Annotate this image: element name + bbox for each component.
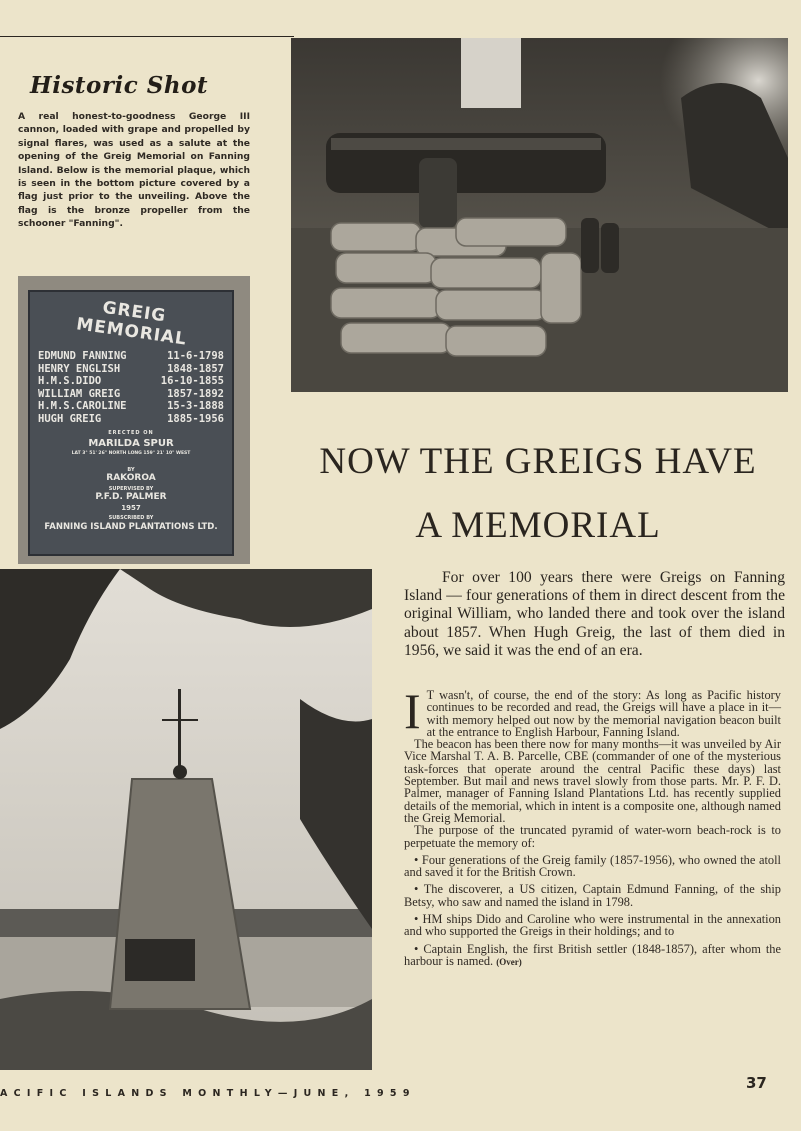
plaque-row-date: 1857-1892 — [167, 387, 224, 400]
page-number: 37 — [746, 1074, 767, 1092]
plaque-row-date: 16-10-1855 — [160, 375, 224, 387]
drop-cap: I — [404, 683, 421, 739]
plaque-supervisor: P.F.D. PALMER — [95, 492, 167, 502]
cannon-photo-image — [291, 38, 788, 392]
plaque-builder: RAKOROA — [106, 473, 156, 483]
plaque-row-name: HUGH GREIG — [38, 412, 102, 425]
beacon-photo-image — [0, 569, 372, 1070]
plaque-row-name: WILLIAM GREIG — [38, 387, 121, 400]
article-bullet: • Four generations of the Greig family (1857-1956), who owned the atoll and saved it for the British Crown. — [404, 852, 781, 880]
plaque-row-name: EDMUND FANNING — [38, 350, 127, 362]
running-footer: ACIFIC ISLANDS MONTHLY—JUNE, 1959 — [0, 1088, 416, 1099]
plaque-heading: GREIG MEMORIAL — [75, 297, 189, 350]
cannon-photo — [291, 38, 788, 392]
beacon-photo — [0, 569, 372, 1070]
plaque-row-date: 1885-1956 — [167, 412, 224, 425]
plaque-row-name: H.M.S.CAROLINE — [38, 400, 127, 412]
plaque-row — [38, 388, 224, 401]
plaque-row-date: 11-6-1798 — [167, 350, 224, 362]
plaque-row — [38, 400, 224, 413]
article-paragraph: The beacon has been there now for many months—it was unveiled by Air Vice Marshal T. A. B. Parcelle, CBE (commander of one of the mysterious task-forces that operate around the central Pacific these days) last September. But mail and news travel slowly from those parts. Mr. P. F. D. Palmer, manager of Fanning Island Plantations Ltd. has recently supplied details of the memorial, which in intent is a composite one, although named the Greig Memorial. — [404, 737, 781, 825]
plaque-site: MARILDA SPUR — [88, 438, 174, 449]
headline-line-1: NOW THE GREIGS HAVE — [319, 441, 757, 482]
plaque-rows — [38, 350, 224, 425]
article-bullet: • HM ships Dido and Caroline who were instrumental in the annexation and who supported the Greigs in their holdings; and to — [404, 912, 781, 939]
lead-text: T wasn't, of course, the end of the story: As long as Pacific history continues to be recorded and read, the Greigs will have a place in it—with memory helped out now by the memorial navigation beacon built at the entrance to English Harbour, Fanning Island. — [426, 688, 781, 739]
plaque-row — [38, 350, 224, 363]
plaque-subscriber: FANNING ISLAND PLANTATIONS LTD. — [44, 522, 218, 532]
article-body — [404, 683, 781, 968]
headline-line-2: A MEMORIAL — [415, 505, 661, 546]
article-bullet: • The discoverer, a US citizen, Captain Edmund Fanning, of the ship Betsy, who saw and named the island in 1798. — [404, 882, 781, 909]
article-bullet-text: • Captain English, the first British settler (1848-1857), after whom the harbour is named. — [404, 941, 781, 968]
plaque-supervised-by: SUPERVISED BY — [108, 486, 154, 492]
article-intro: For over 100 years there were Greigs on Fanning Island — four generations of them in direct descent from the original William, who landed there and took over the island about 1857. When Hugh Greig, the last of them died in 1956, we said it was the end of an era. — [404, 569, 785, 659]
plaque-subscribed-by: SUBSCRIBED BY — [108, 515, 154, 521]
over-marker: (Over) — [496, 956, 522, 967]
plaque-photo — [18, 276, 250, 564]
plaque-row-name: H.M.S.DIDO — [38, 375, 102, 387]
plaque-year: 1957 — [121, 504, 141, 512]
plaque-coordinates: LAT 3° 51' 26" NORTH LONG 159° 21' 10" WEST — [71, 451, 191, 456]
plaque-erected-on: ERECTED ON — [108, 430, 154, 436]
plaque-row-date: 15-3-1888 — [167, 400, 224, 412]
caption-body: A real honest-to-goodness George III cannon, loaded with grape and propelled by signal flares, was used as a salute at the opening of the Greig Memorial on Fanning Island. Below is the memorial plaque, which is seen in the bottom picture covered by a flag just prior to the unveiling. Above the flag is the bronze propeller from the schooner "Fanning". — [18, 111, 250, 230]
article-paragraph: The purpose of the truncated pyramid of water-worn beach-rock is to perpetuate the memory of: — [404, 823, 781, 850]
caption-title: Historic Shot — [30, 72, 209, 99]
article-bullet — [404, 943, 781, 969]
plaque-row — [38, 413, 224, 426]
article-lead-paragraph — [404, 683, 781, 739]
memorial-plaque — [28, 290, 234, 556]
plaque-row — [38, 375, 224, 388]
caption-rule — [0, 36, 294, 37]
plaque-row-name: HENRY ENGLISH — [38, 362, 121, 375]
plaque-row-date: 1848-1857 — [167, 362, 224, 375]
plaque-row — [38, 363, 224, 376]
plaque-by: BY — [127, 467, 135, 473]
headline — [300, 430, 776, 558]
